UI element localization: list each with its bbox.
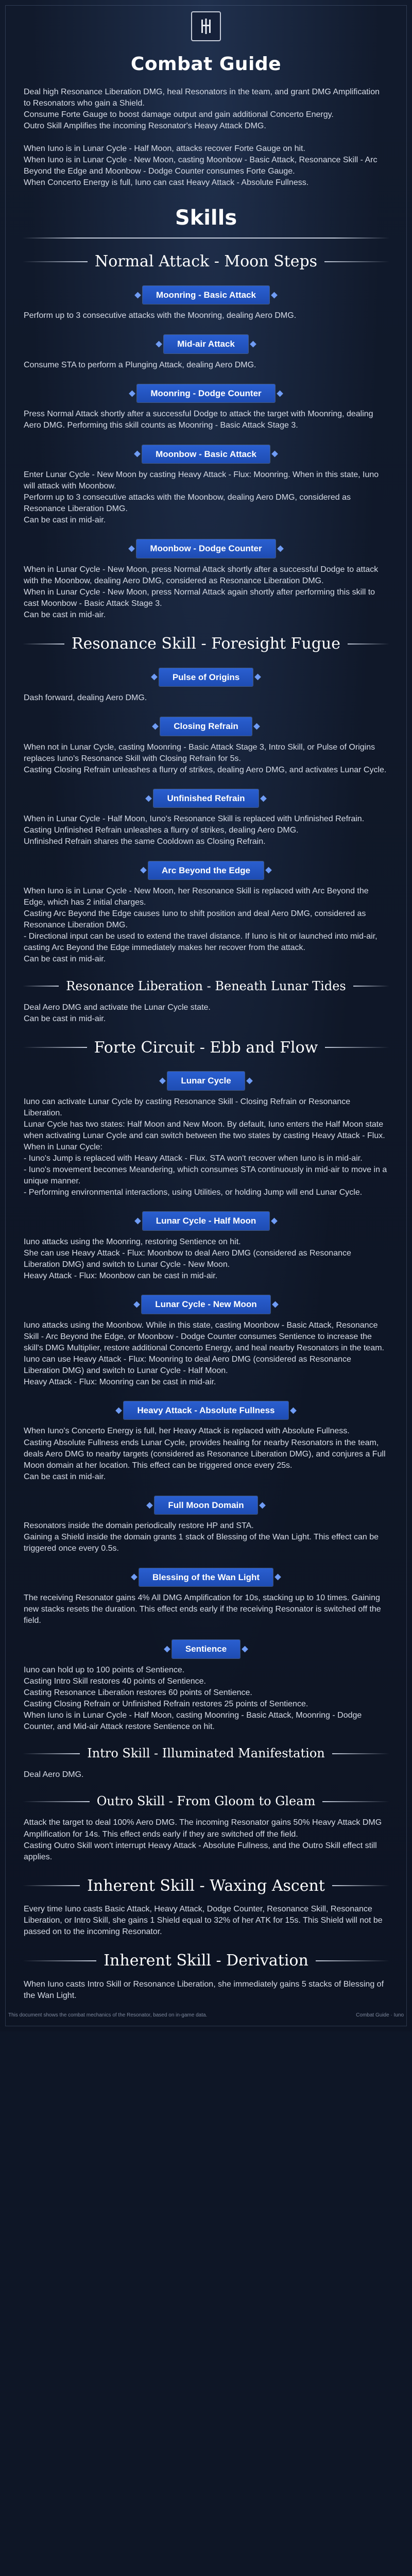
heading-line [353,986,389,987]
description-line: Gaining a Shield inside the domain grants 1 stack of Blessing of the Wan Light. This effect can be triggered once every 0.5s. [24,1533,379,1553]
skill-description [24,360,388,371]
footer-left: This document shows the combat mechanics of the Resonator, based on in-game data. [8,2012,208,2018]
description-line: Lunar Cycle has two states: Half Moon and New Moon. By default, Iuno enters the Half Moon state when activating Lunar Cycle and can switch between the two states by casting Heavy Attack - Flux. [24,1120,385,1140]
heading-line [332,1885,389,1886]
footer [0,2012,412,2019]
skill-description [24,409,388,431]
description-line: Dash forward, dealing Aero DMG. [24,693,147,703]
skill-label-moonring-basic-attack: Moonring - Basic Attack [143,286,269,304]
description-line: Casting Absolute Fullness ends Lunar Cycle, provides healing for nearby Resonators in the team, deals Aero DMG to nearby targets (considered as Resonance Liberation DMG), and conjures a Full Moon domain at her location. This effect can be triggered once every 25s. [24,1438,386,1470]
description-line: Heavy Attack - Flux: Moonring can be cast in mid-air. [24,1377,216,1386]
heading-line [322,1801,389,1802]
section-description [24,1817,388,1862]
heading-line [23,1960,96,1961]
description-line: - Directional input can be used to extend the travel distance. If Iuno is hit or launched into mid-air, casting Arc Beyond the Edge immediately makes her recover from the attack. [24,932,377,953]
skill-description [24,1320,388,1388]
section-title: Inherent Skill - Waxing Ascent [87,1876,325,1895]
skill-label-row [24,1568,388,1586]
skill-label-row [24,1295,388,1313]
section-title: Inherent Skill - Derivation [104,1952,308,1970]
section-body [0,1979,412,2002]
skill-label-row [24,1401,388,1419]
page-title: Combat Guide [130,54,282,75]
skill-description [24,886,388,965]
heading-line [316,1960,389,1961]
skill-label-row [24,384,388,402]
heading-line [332,1753,389,1754]
description-line: Iuno attacks using the Moonring, restoring Sentience on hit. [24,1237,241,1246]
description-line: She can use Heavy Attack - Flux: Moonbow to deal Aero DMG (considered as Resonance Liberation DMG) and switch to Lunar Cycle - New Moon. [24,1248,351,1269]
description-line: Unfinished Refrain shares the same Cooldown as Closing Refrain. [24,837,266,846]
skill-label-row [24,717,388,735]
description-line: Consume STA to perform a Plunging Attack, dealing Aero DMG. [24,360,256,369]
skill-description [24,564,388,621]
description-line: Heavy Attack - Flux: Moonbow can be cast in mid-air. [24,1272,218,1281]
skill-label-blessing-of-the-wan-light: Blessing of the Wan Light [139,1568,273,1586]
skill-description [24,469,388,526]
description-line: Every time Iuno casts Basic Attack, Heavy Attack, Dodge Counter, Resonance Skill, Resonance Liberation, or Intro Skill, she gains 1 Shield equal to 32% of her ATK for 15s. This Shield will not be passed on to the incoming Resonator. [24,1905,383,1937]
skill-label-row [24,668,388,686]
description-line: Perform up to 3 consecutive attacks with the Moonring, dealing Aero DMG. [24,311,297,320]
skill-description [24,310,388,321]
description-line: Casting Outro Skill won't interrupt Heavy Attack - Absolute Fullness, and the Outro Skill effect still applies. [24,1841,377,1861]
skill-label-unfinished-refrain: Unfinished Refrain [153,789,258,807]
description-line: Iuno can activate Lunar Cycle by casting Resonance Skill - Closing Refrain or Resonance Liberation. [24,1097,351,1117]
heading-line [23,261,88,262]
description-line: When Iuno casts Intro Skill or Resonance Liberation, she immediately gains 5 stacks of Blessing of the Wan Light. [24,1979,384,2000]
description-line: Casting Arc Beyond the Edge causes Iuno to shift position and deal Aero DMG, considered as Resonance Liberation DMG. [24,909,366,930]
description-line: Deal Aero DMG. [24,1770,84,1780]
description-line: Can be cast in mid-air. [24,1472,106,1481]
description-line: Press Normal Attack shortly after a successful Dodge to attack the target with Moonring, dealing Aero DMG. Performing this skill counts as Moonring - Basic Attack Stage 3. [24,410,373,430]
section-title: Resonance Skill - Foresight Fugue [72,635,340,653]
description-line: Casting Unfinished Refrain unleashes a flurry of strikes, dealing Aero DMG. [24,826,299,835]
heading-line [23,1885,80,1886]
skills-title: Skills [175,206,237,230]
section-description [24,1904,388,1938]
description-line: When Iuno is in Lunar Cycle - New Moon, her Resonance Skill is replaced with Arc Beyond the Edge, which has 2 initial charges. [24,886,369,907]
heading-line [324,261,389,262]
section-description [24,1979,388,2002]
section-heading-inherent-skill-waxing-ascent [23,1875,389,1896]
section-heading-outro-skill-from-gloom-to-gleam [23,1793,389,1810]
description-line: Iuno can hold up to 100 points of Sentience. [24,1665,185,1674]
section-body [0,1072,412,1733]
skill-label-moonbow-basic-attack: Moonbow - Basic Attack [142,445,270,463]
skill-description [24,814,388,848]
heading-line [23,986,59,987]
section-title: Forte Circuit - Ebb and Flow [94,1038,318,1057]
skill-description [24,1426,388,1482]
section-heading-resonance-liberation-beneath-lunar-tides [23,978,389,995]
section-description [24,1002,388,1025]
heading-line [23,1047,87,1048]
description-line: Can be cast in mid-air. [24,955,106,964]
section-body [0,668,412,965]
skill-description [24,1592,388,1626]
description-line: When in Lunar Cycle: [24,1142,102,1151]
heading-line [23,1753,80,1754]
section-heading-resonance-skill-foresight-fugue [23,633,389,654]
description-line: Can be cast in mid-air. [24,1014,106,1023]
section-title: Resonance Liberation - Beneath Lunar Tides [66,978,346,993]
heading-line [325,1047,389,1048]
skill-label-row [24,335,388,353]
description-line: Iuno attacks using the Moonbow. While in this state, casting Moonbow - Basic Attack, Resonance Skill - Arc Beyond the Edge, or Moonbow - Dodge Counter consumes Sentience to increase the skill's DMG Multiplier, restore additional Concerto Energy, and heal nearby Resonators in the team. [24,1320,384,1352]
skill-label-pulse-of-origins: Pulse of Origins [159,668,253,686]
skill-label-moonring-dodge-counter: Moonring - Dodge Counter [137,384,274,402]
description-line: When in Lunar Cycle - Half Moon, Iuno's Resonance Skill is replaced with Unfinished Refrain. [24,815,365,824]
skill-description [24,1665,388,1733]
intro-text [0,87,412,189]
description-line: Deal Aero DMG and activate the Lunar Cycle state. [24,1003,211,1012]
description-line: When in Lunar Cycle - New Moon, press Normal Attack again shortly after performing this skill to cast Moonbow - Basic Attack Stage 3. [24,588,375,608]
skill-label-row [24,539,388,557]
section-heading-forte-circuit-ebb-and-flow [23,1037,389,1058]
skill-label-row [24,1496,388,1514]
skill-label-heavy-attack-absolute-fullness: Heavy Attack - Absolute Fullness [124,1401,288,1419]
footer-right: Combat Guide · Iuno [356,2012,404,2018]
description-line: Resonators inside the domain periodically restore HP and STA. [24,1521,254,1531]
description-line: - Iuno's Jump is replaced with Heavy Attack - Flux. STA won't recover when Iuno is in mid-air. [24,1154,363,1163]
skill-label-row [24,861,388,879]
description-line: When Iuno's Concerto Energy is full, her Heavy Attack is replaced with Absolute Fullness. [24,1427,350,1436]
description-line: When Iuno is in Lunar Cycle - Half Moon, casting Moonring - Basic Attack, Moonring - Dodge Counter, and Mid-air Attack restore Sentience on hit. [24,1711,362,1732]
description-line: Casting Resonance Liberation restores 60 points of Sentience. [24,1688,252,1697]
skill-description [24,692,388,704]
section-body [0,1904,412,1938]
section-body [0,1769,412,1781]
skill-label-row [24,445,388,463]
logo-wrap [0,0,412,41]
description-line: The receiving Resonator gains 4% All DMG Amplification for 10s, stacking up to 10 times. Gaining new stacks resets the duration. This effect ends early if the receiving Resonator is switched off the field. [24,1594,381,1625]
section-heading-normal-attack-moon-steps [23,251,389,272]
skill-label-row [24,286,388,304]
section-title: Normal Attack - Moon Steps [94,252,318,271]
section-heading-inherent-skill-derivation [23,1950,389,1971]
section-body [0,1817,412,1862]
skill-label-closing-refrain: Closing Refrain [160,717,252,735]
intro-line [24,132,388,143]
skills-divider [23,238,389,239]
description-line: Iuno can use Heavy Attack - Flux: Moonring to deal Aero DMG (considered as Resonance Liberation DMG) and switch to Lunar Cycle - Half Moon. [24,1354,351,1375]
skill-label-arc-beyond-the-edge: Arc Beyond the Edge [148,861,264,879]
skill-description [24,1236,388,1282]
description-line: Enter Lunar Cycle - New Moon by casting Heavy Attack - Flux: Moonring. When in this state, Iuno will attack with Moonbow. [24,470,379,491]
section-title: Outro Skill - From Gloom to Gleam [96,1794,316,1809]
description-line: Perform up to 3 consecutive attacks with the Moonbow, dealing Aero DMG, considered as Resonance Liberation DMG. [24,493,351,514]
skill-description [24,1520,388,1554]
description-line: Can be cast in mid-air. [24,611,106,620]
skill-label-row [24,1212,388,1230]
intro-line: When Concerto Energy is full, Iuno can cast Heavy Attack - Absolute Fullness. [24,178,309,188]
skill-label-sentience: Sentience [172,1640,240,1658]
heading-line [23,643,64,645]
skill-label-row [24,1640,388,1658]
description-line: Can be cast in mid-air. [24,516,106,525]
skill-label-row [24,789,388,807]
skill-description [24,742,388,776]
section-body [0,1002,412,1025]
intro-line: Deal high Resonance Liberation DMG, heal Resonators in the team, and grant DMG Amplification to Resonators who gain a Shield. [24,87,380,108]
heading-line [23,1801,90,1802]
skill-label-lunar-cycle-new-moon: Lunar Cycle - New Moon [142,1295,270,1313]
section-heading-intro-skill-illuminated-manifestation [23,1745,389,1762]
skill-label-row [24,1072,388,1090]
description-line: Casting Closing Refrain unleashes a flurry of strikes, dealing Aero DMG, and activates Lunar Cycle. [24,765,387,774]
section-description [24,1769,388,1781]
description-line: When in Lunar Cycle - New Moon, press Normal Attack shortly after a successful Dodge to attack with the Moonbow, dealing Aero DMG, considered as Resonance Liberation DMG. [24,565,379,585]
description-line: Casting Closing Refrain or Unfinished Refrain restores 25 points of Sentience. [24,1699,308,1708]
description-line: - Iuno's movement becomes Meandering, which consumes STA continuously in mid-air to move in a unique manner. [24,1165,387,1186]
skill-label-lunar-cycle: Lunar Cycle [167,1072,244,1090]
skill-label-moonbow-dodge-counter: Moonbow - Dodge Counter [136,539,275,557]
description-line: Attack the target to deal 100% Aero DMG. The incoming Resonator gains 50% Heavy Attack DMG Amplification for 14s. This effect ends early if they are switched off the field. [24,1818,382,1839]
description-line: - Performing environmental interactions, using Utilities, or holding Jump will end Lunar Cycle. [24,1188,363,1197]
intro-line: When Iuno is in Lunar Cycle - Half Moon, attacks recover Forte Gauge on hit. [24,144,305,153]
intro-line: When Iuno is in Lunar Cycle - New Moon, casting Moonbow - Basic Attack, Resonance Skill - Arc Beyond the Edge and Moonbow - Dodge Counter consumes Forte Gauge. [24,156,377,176]
skill-label-full-moon-domain: Full Moon Domain [154,1496,257,1514]
skill-label-mid-air-attack: Mid-air Attack [164,335,248,353]
tower-glyph-logo-icon [191,11,221,41]
intro-line: Outro Skill Amplifies the incoming Resonator's Heavy Attack DMG. [24,121,266,130]
section-title: Intro Skill - Illuminated Manifestation [87,1746,325,1761]
description-line: When not in Lunar Cycle, casting Moonring - Basic Attack Stage 3, Intro Skill, or Pulse of Origins replaces Iuno's Resonance Skill with Closing Refrain for 5s. [24,742,375,763]
intro-line: Consume Forte Gauge to boost damage output and gain additional Concerto Energy. [24,110,334,119]
heading-line [348,643,389,645]
skill-sections [0,251,412,2001]
skill-description [24,1096,388,1199]
skill-label-lunar-cycle-half-moon: Lunar Cycle - Half Moon [143,1212,270,1230]
description-line: Casting Intro Skill restores 40 points of Sentience. [24,1676,206,1686]
section-body [0,286,412,621]
